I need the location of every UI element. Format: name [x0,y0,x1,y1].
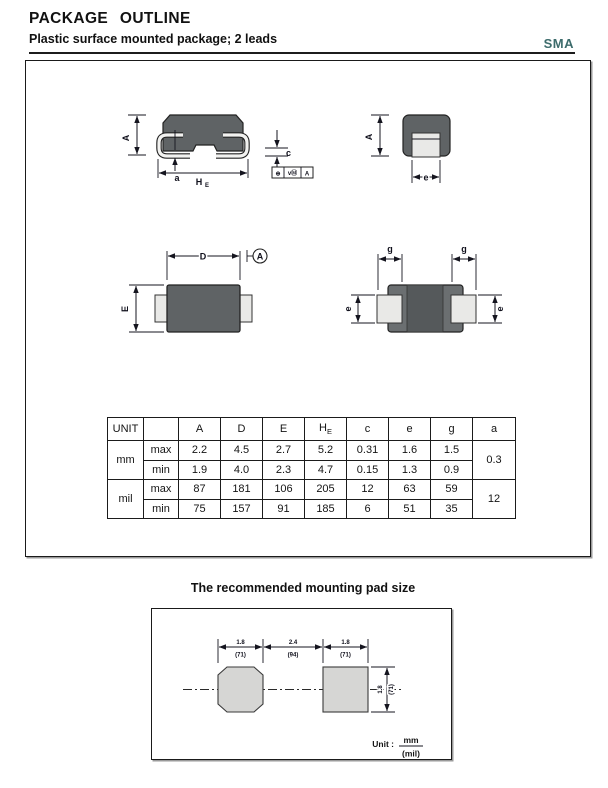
side-view-drawing [121,115,313,189]
value-cell: 181 [221,480,263,500]
table-row-mil-min [108,499,516,519]
dim-value-pad-height-mm: 1.8 [378,685,384,694]
header-divider [29,52,575,54]
unit-cell-mil: mil [108,480,144,519]
value-cell: 51 [389,499,431,519]
unit-note-mm: mm [403,735,419,745]
dim-value-gap-mil: (94) [287,652,299,659]
value-cell-a-mil: 12 [473,480,516,519]
mounting-pad-drawing [151,608,452,760]
col-header-a: a [473,418,516,441]
datum-cell-ref: A [304,171,310,178]
col-header-HE: $H_E$ [305,418,347,441]
value-cell: 35 [431,499,473,519]
dim-value-gap-mm: 2.4 [288,640,298,646]
value-cell: 185 [305,499,347,519]
dim-label-e: e [423,172,429,183]
col-header-c: c [347,418,389,441]
datum-cell-tolerance: vⓂ [287,171,298,177]
package-code-label: SMA [543,36,574,51]
mounting-pad-left [218,667,263,712]
dim-label-a: a [174,173,180,183]
dimension-table [107,417,516,519]
limit-cell: min [144,499,179,519]
page-subtitle: Plastic surface mounted package; 2 leads [29,32,278,46]
dim-value-pad-left-mm: 1.8 [236,640,245,646]
value-cell: 0.31 [347,441,389,461]
value-cell: 59 [431,480,473,500]
dim-label-HE: H [195,177,203,187]
value-cell: 5.2 [305,441,347,461]
value-cell: 2.3 [263,460,305,480]
dim-label-A: A [121,134,131,142]
value-cell: 205 [305,480,347,500]
value-cell: 4.0 [221,460,263,480]
col-header-e: e [389,418,431,441]
limit-cell: max [144,480,179,500]
value-cell-a-mm: 0.3 [473,441,516,480]
datum-circle-label: A [256,251,264,262]
bottom-view-drawing [343,244,505,332]
lead-tab-right [239,295,252,322]
package-center-block [407,285,443,332]
dim-label-E: E [120,305,130,313]
package-drawings [25,60,591,420]
value-cell: 1.9 [179,460,221,480]
value-cell: 1.6 [389,441,431,461]
mounting-pad-right [323,667,368,712]
table-row-mm-max [108,441,516,461]
dim-label-e2: e [495,306,505,312]
value-cell: 0.9 [431,460,473,480]
value-cell: 91 [263,499,305,519]
value-cell: 12 [347,480,389,500]
dim-label-g1: g [387,244,393,254]
limit-cell: max [144,441,179,461]
value-cell: 87 [179,480,221,500]
col-header-g: g [431,418,473,441]
value-cell: 63 [389,480,431,500]
dim-value-pad-left-mil: (71) [235,652,246,659]
value-cell: 157 [221,499,263,519]
value-cell: 0.15 [347,460,389,480]
mounting-pad-heading: The recommended mounting pad size [190,581,416,595]
dim-label-c: c [286,148,292,158]
dim-label-HE-sub: E [205,183,210,189]
value-cell: 106 [263,480,305,500]
value-cell: 2.2 [179,441,221,461]
pad-right [451,295,476,323]
datum-feature-frame [272,167,313,178]
page-title: PACKAGE OUTLINE [29,10,191,27]
col-header-E: E [263,418,305,441]
dim-label-A2: A [364,133,374,141]
value-cell: 6 [347,499,389,519]
col-header-D: D [221,418,263,441]
dim-label-e1: e [343,306,353,312]
lead-tab-left [155,295,168,322]
value-cell: 75 [179,499,221,519]
package-body-top [167,285,240,332]
dim-label-D: D [199,251,207,262]
value-cell: 1.3 [389,460,431,480]
col-header-A: A [179,418,221,441]
datum-cell-symbol: ⊕ [275,171,281,178]
dim-value-pad-right-mil: (71) [340,652,351,659]
end-view-drawing [364,115,450,183]
value-cell: 1.5 [431,441,473,461]
pad-left [377,295,402,323]
unit-note-label: Unit : [372,739,394,749]
unit-cell-mm: mm [108,441,144,480]
dim-value-pad-right-mm: 1.8 [341,640,350,646]
col-header-unit: UNIT [108,418,144,441]
value-cell: 4.5 [221,441,263,461]
limit-cell: min [144,460,179,480]
value-cell: 2.7 [263,441,305,461]
dim-value-pad-height-mil: (71) [389,684,395,695]
value-cell: 4.7 [305,460,347,480]
table-row-mil-max [108,480,516,500]
dim-label-g2: g [461,244,467,254]
col-header-limit [144,418,179,441]
lead-end [412,133,440,157]
top-view-drawing [120,249,267,332]
unit-note-mil: (mil) [402,748,420,759]
table-row-mm-min [108,460,516,480]
